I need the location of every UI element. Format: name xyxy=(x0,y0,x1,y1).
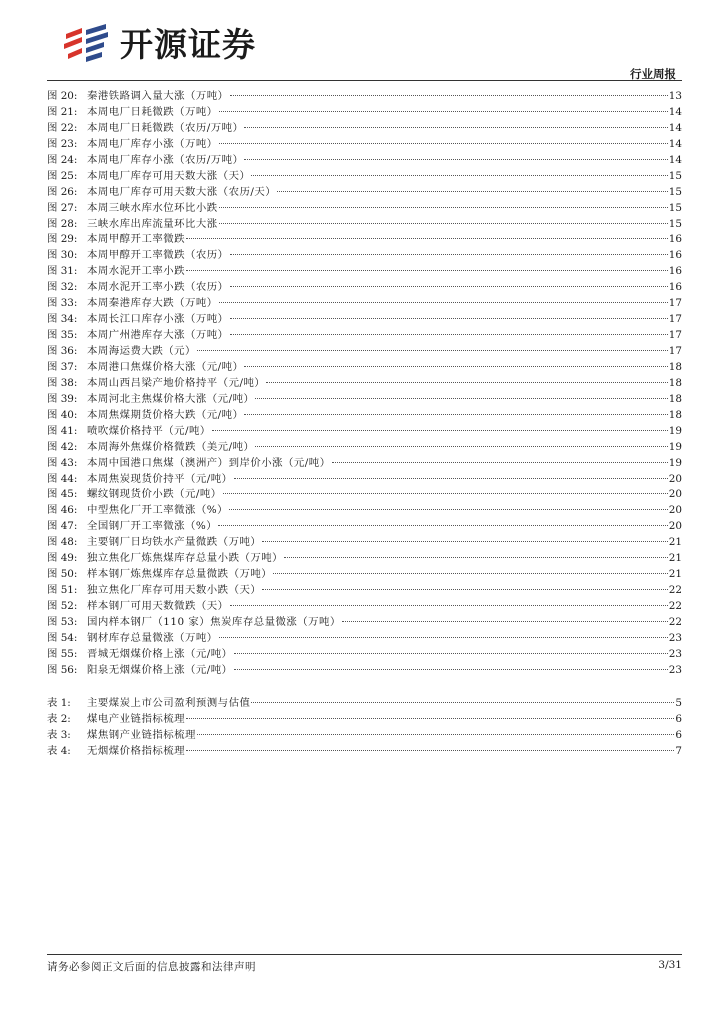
figure-toc-entry[interactable] xyxy=(47,312,682,328)
dot-leader xyxy=(197,734,674,735)
dot-leader xyxy=(244,414,667,415)
figure-toc-entry[interactable] xyxy=(47,408,682,424)
entry-title: 本周电厂库存可用天数大涨（农历/天） xyxy=(87,185,277,198)
entry-label: 图 48: xyxy=(47,536,78,549)
figure-toc-entry[interactable] xyxy=(47,137,682,153)
dot-leader xyxy=(234,478,668,479)
figure-toc-entry[interactable] xyxy=(47,440,682,456)
entry-title: 中型焦化厂开工率微涨（%） xyxy=(87,504,229,517)
entry-page-number: 18 xyxy=(668,360,682,373)
entry-title: 煤焦钢产业链指标梳理 xyxy=(87,728,196,741)
figure-toc-entry[interactable] xyxy=(47,89,682,105)
entry-page-number: 20 xyxy=(668,520,682,533)
entry-page-number: 14 xyxy=(668,153,682,166)
entry-label: 图 47: xyxy=(47,520,78,533)
figure-toc-entry[interactable] xyxy=(47,487,682,503)
entry-label: 图 23: xyxy=(47,137,78,150)
dot-leader xyxy=(219,302,668,303)
entry-label: 图 44: xyxy=(47,472,78,485)
entry-label: 图 30: xyxy=(47,249,78,262)
entry-page-number: 16 xyxy=(668,233,682,246)
entry-title: 三峡水库出库流量环比大涨 xyxy=(87,217,218,230)
entry-page-number: 17 xyxy=(668,313,682,326)
brand-logo xyxy=(62,24,282,66)
entry-page-number: 21 xyxy=(668,568,682,581)
entry-page-number: 20 xyxy=(668,488,682,501)
entry-page-number: 16 xyxy=(668,265,682,278)
entry-title: 本周长江口库存小涨（万吨） xyxy=(87,313,229,326)
entry-label: 图 51: xyxy=(47,584,78,597)
figure-toc-entry[interactable] xyxy=(47,631,682,647)
entry-title: 阳泉无烟煤价格上涨（元/吨） xyxy=(87,663,233,676)
entry-label: 图 34: xyxy=(47,313,78,326)
figure-toc-entry[interactable] xyxy=(47,472,682,488)
page-number: 3/31 xyxy=(658,959,682,971)
entry-title: 本周电厂库存可用天数大涨（天） xyxy=(87,169,251,182)
entry-title: 样本钢厂可用天数微跌（天） xyxy=(87,600,229,612)
entry-page-number: 13 xyxy=(668,90,682,102)
entry-title: 无烟煤价格指标梳理 xyxy=(87,744,186,757)
entry-page-number: 15 xyxy=(668,217,682,230)
entry-label: 表 3: xyxy=(47,728,71,741)
dot-leader xyxy=(230,318,668,319)
entry-page-number: 17 xyxy=(668,329,682,342)
entry-label: 图 31: xyxy=(47,265,78,278)
figure-toc-entry[interactable] xyxy=(47,328,682,344)
dot-leader xyxy=(186,270,668,271)
dot-leader xyxy=(332,462,668,463)
entry-label: 图 27: xyxy=(47,201,78,214)
dot-leader xyxy=(244,159,667,160)
entry-title: 本周水泥开工率小跌 xyxy=(87,265,186,278)
entry-label: 图 53: xyxy=(47,615,78,628)
dot-leader xyxy=(230,286,668,287)
dot-leader xyxy=(223,493,668,494)
dot-leader xyxy=(255,446,667,447)
entry-label: 图 25: xyxy=(47,169,78,182)
figure-toc-entry[interactable] xyxy=(47,296,682,312)
figure-toc-entry[interactable] xyxy=(47,153,682,169)
figure-toc-entry[interactable] xyxy=(47,551,682,567)
entry-title: 样本钢厂炼焦煤库存总量微跌（万吨） xyxy=(87,568,273,581)
dot-leader xyxy=(244,366,667,367)
entry-label: 图 52: xyxy=(47,600,78,612)
entry-label: 图 46: xyxy=(47,504,78,517)
entry-title: 本周焦炭现货价持平（元/吨） xyxy=(87,472,233,485)
entry-page-number: 15 xyxy=(668,201,682,214)
report-type: 行业周报 xyxy=(630,67,676,81)
entry-title: 本周海外焦煤价格微跌（美元/吨） xyxy=(87,440,255,453)
figure-toc-entry[interactable] xyxy=(47,567,682,583)
entry-page-number: 22 xyxy=(668,615,682,628)
entry-title: 本周甲醇开工率微跌（农历） xyxy=(87,249,229,262)
entry-title: 主要煤炭上市公司盈利预测与估值 xyxy=(87,696,251,709)
dot-leader xyxy=(277,191,668,192)
entry-page-number: 14 xyxy=(668,137,682,150)
entry-title: 本周电厂库存小涨（万吨） xyxy=(87,137,218,150)
entry-label: 图 29: xyxy=(47,233,78,246)
entry-label: 表 2: xyxy=(47,712,71,725)
dot-leader xyxy=(197,350,668,351)
entry-page-number: 16 xyxy=(668,249,682,262)
entry-title: 本周电厂日耗微跌（万吨） xyxy=(87,105,218,118)
entry-label: 图 33: xyxy=(47,297,78,310)
table-toc-entry[interactable] xyxy=(47,696,682,712)
entry-label: 图 24: xyxy=(47,153,78,166)
dot-leader xyxy=(230,95,668,96)
entry-label: 表 1: xyxy=(47,696,71,709)
entry-page-number: 14 xyxy=(668,105,682,118)
table-list xyxy=(47,696,682,760)
entry-label: 图 45: xyxy=(47,488,78,501)
entry-label: 图 20: xyxy=(47,90,78,102)
entry-label: 图 49: xyxy=(47,552,78,565)
entry-label: 图 22: xyxy=(47,121,78,134)
dot-leader xyxy=(219,143,668,144)
entry-title: 煤电产业链指标梳理 xyxy=(87,712,186,725)
entry-page-number: 17 xyxy=(668,345,682,357)
figure-toc-entry[interactable] xyxy=(47,201,682,217)
entry-title: 本周电厂库存小涨（农历/万吨） xyxy=(87,153,244,166)
entry-page-number: 18 xyxy=(668,408,682,421)
entry-title: 国内样本钢厂（110 家）焦炭库存总量微涨（万吨） xyxy=(87,615,341,628)
entry-label: 表 4: xyxy=(47,744,71,757)
brand-logo-icon xyxy=(62,24,114,66)
footer-divider xyxy=(47,954,682,955)
entry-title: 主要钢厂日均铁水产量微跌（万吨） xyxy=(87,536,262,549)
figure-toc-entry[interactable] xyxy=(47,535,682,551)
brand-name: 开源证券 xyxy=(120,25,256,64)
entry-page-number: 19 xyxy=(668,456,682,469)
dot-leader xyxy=(186,238,668,239)
entry-title: 本周广州港库存大涨（万吨） xyxy=(87,329,229,342)
figure-toc-entry[interactable] xyxy=(47,456,682,472)
figure-toc-entry[interactable] xyxy=(47,105,682,121)
entry-page-number: 23 xyxy=(668,631,682,644)
entry-page-number: 17 xyxy=(668,297,682,310)
entry-page-number: 19 xyxy=(668,424,682,437)
entry-title: 本周焦煤期货价格大跌（元/吨） xyxy=(87,408,244,421)
entry-page-number: 16 xyxy=(668,281,682,294)
entry-title: 本周河北主焦煤价格大涨（元/吨） xyxy=(87,392,255,405)
entry-page-number: 7 xyxy=(675,744,682,757)
entry-label: 图 36: xyxy=(47,345,78,357)
entry-label: 图 50: xyxy=(47,568,78,581)
entry-title: 本周山西吕梁产地价格持平（元/吨） xyxy=(87,376,266,389)
entry-label: 图 35: xyxy=(47,329,78,342)
dot-leader xyxy=(251,702,674,703)
entry-label: 图 55: xyxy=(47,647,78,660)
dot-leader xyxy=(230,334,668,335)
entry-page-number: 19 xyxy=(668,440,682,453)
table-of-contents xyxy=(47,89,682,759)
figure-toc-entry[interactable] xyxy=(47,519,682,535)
entry-page-number: 22 xyxy=(668,600,682,612)
dot-leader xyxy=(244,127,667,128)
figure-toc-entry[interactable] xyxy=(47,232,682,248)
figure-toc-entry[interactable] xyxy=(47,264,682,280)
entry-title: 独立焦化厂库存可用天数小跌（天） xyxy=(87,584,262,597)
dot-leader xyxy=(186,718,674,719)
entry-title: 晋城无烟煤价格上涨（元/吨） xyxy=(87,647,233,660)
figure-toc-entry[interactable] xyxy=(47,583,682,599)
entry-page-number: 20 xyxy=(668,504,682,517)
dot-leader xyxy=(219,637,668,638)
entry-title: 本周海运费大跌（元） xyxy=(87,345,196,357)
entry-page-number: 23 xyxy=(668,663,682,676)
entry-label: 图 32: xyxy=(47,281,78,294)
figure-toc-entry[interactable] xyxy=(47,217,682,233)
entry-title: 喷吹煤价格持平（元/吨） xyxy=(87,424,211,437)
entry-page-number: 15 xyxy=(668,185,682,198)
dot-leader xyxy=(230,254,668,255)
entry-title: 本周港口焦煤价格大涨（元/吨） xyxy=(87,360,244,373)
figure-list xyxy=(47,89,682,679)
header-divider xyxy=(47,80,682,81)
figure-toc-entry[interactable] xyxy=(47,615,682,631)
dot-leader xyxy=(284,557,668,558)
entry-label: 图 42: xyxy=(47,440,78,453)
dot-leader xyxy=(218,525,668,526)
dot-leader xyxy=(262,589,668,590)
entry-page-number: 15 xyxy=(668,169,682,182)
entry-title: 本周秦港库存大跌（万吨） xyxy=(87,297,218,310)
entry-page-number: 6 xyxy=(675,712,682,725)
table-toc-entry[interactable] xyxy=(47,744,682,760)
figure-toc-entry[interactable] xyxy=(47,424,682,440)
figure-toc-entry[interactable] xyxy=(47,503,682,519)
entry-label: 图 41: xyxy=(47,424,78,437)
dot-leader xyxy=(251,175,667,176)
table-toc-entry[interactable] xyxy=(47,728,682,744)
entry-label: 图 54: xyxy=(47,631,78,644)
dot-leader xyxy=(230,605,668,606)
dot-leader xyxy=(212,430,668,431)
entry-title: 本周中国港口焦煤（澳洲产）到岸价小涨（元/吨） xyxy=(87,456,331,469)
entry-label: 图 56: xyxy=(47,663,78,676)
entry-page-number: 20 xyxy=(668,472,682,485)
figure-toc-entry[interactable] xyxy=(47,280,682,296)
dot-leader xyxy=(229,509,668,510)
entry-title: 独立焦化厂炼焦煤库存总量小跌（万吨） xyxy=(87,552,284,565)
dot-leader xyxy=(219,223,668,224)
dot-leader xyxy=(219,111,668,112)
dot-leader xyxy=(273,573,668,574)
entry-page-number: 5 xyxy=(675,696,682,709)
footer-disclaimer: 请务必参阅正文后面的信息披露和法律声明 xyxy=(47,961,256,973)
entry-page-number: 6 xyxy=(675,728,682,741)
entry-title: 本周水泥开工率小跌（农历） xyxy=(87,281,229,294)
figure-toc-entry[interactable] xyxy=(47,376,682,392)
entry-label: 图 37: xyxy=(47,360,78,373)
figure-toc-entry[interactable] xyxy=(47,121,682,137)
entry-label: 图 43: xyxy=(47,456,78,469)
entry-title: 钢材库存总量微涨（万吨） xyxy=(87,631,218,644)
entry-label: 图 21: xyxy=(47,105,78,118)
entry-title: 秦港铁路调入量大涨（万吨） xyxy=(87,90,229,102)
entry-label: 图 28: xyxy=(47,217,78,230)
entry-page-number: 21 xyxy=(668,536,682,549)
dot-leader xyxy=(266,382,668,383)
dot-leader xyxy=(234,653,668,654)
entry-title: 本周三峡水库水位环比小跌 xyxy=(87,201,218,214)
entry-page-number: 23 xyxy=(668,647,682,660)
figure-toc-entry[interactable] xyxy=(47,185,682,201)
entry-title: 全国钢厂开工率微涨（%） xyxy=(87,520,218,533)
table-toc-entry[interactable] xyxy=(47,712,682,728)
figure-toc-entry[interactable] xyxy=(47,248,682,264)
figure-toc-entry[interactable] xyxy=(47,169,682,185)
figure-toc-entry[interactable] xyxy=(47,360,682,376)
figure-toc-entry[interactable] xyxy=(47,392,682,408)
entry-label: 图 38: xyxy=(47,376,78,389)
dot-leader xyxy=(219,207,668,208)
entry-page-number: 18 xyxy=(668,392,682,405)
figure-toc-entry[interactable] xyxy=(47,599,682,615)
entry-title: 本周电厂日耗微跌（农历/万吨） xyxy=(87,121,244,134)
entry-page-number: 14 xyxy=(668,121,682,134)
figure-toc-entry[interactable] xyxy=(47,647,682,663)
entry-page-number: 21 xyxy=(668,552,682,565)
page-header xyxy=(0,0,724,84)
entry-title: 螺纹钢现货价小跌（元/吨） xyxy=(87,488,222,501)
dot-leader xyxy=(234,669,668,670)
entry-page-number: 22 xyxy=(668,584,682,597)
entry-label: 图 39: xyxy=(47,392,78,405)
list-separator xyxy=(47,679,682,696)
dot-leader xyxy=(186,750,674,751)
entry-label: 图 40: xyxy=(47,408,78,421)
figure-toc-entry[interactable] xyxy=(47,663,682,679)
figure-toc-entry[interactable] xyxy=(47,344,682,360)
entry-label: 图 26: xyxy=(47,185,78,198)
entry-page-number: 18 xyxy=(668,376,682,389)
entry-title: 本周甲醇开工率微跌 xyxy=(87,233,186,246)
dot-leader xyxy=(342,621,668,622)
dot-leader xyxy=(255,398,667,399)
dot-leader xyxy=(262,541,668,542)
